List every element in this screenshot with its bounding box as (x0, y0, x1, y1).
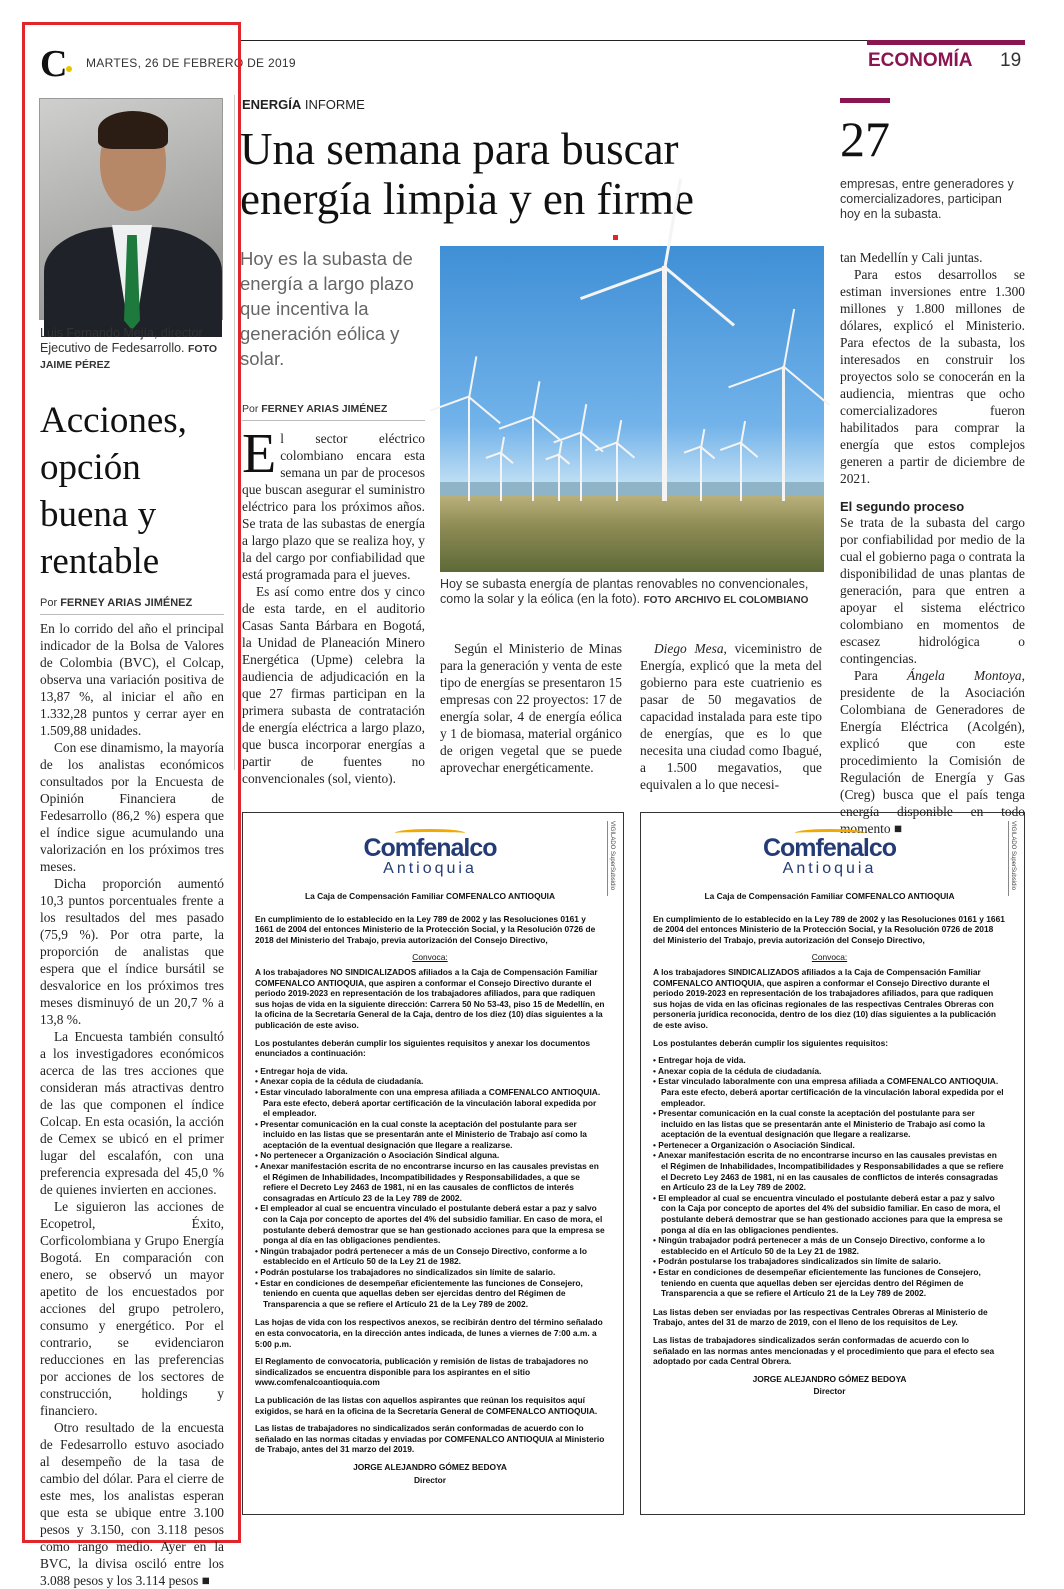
ad-title: La Caja de Compensación Familiar COMFENALCO ANTIOQUIA (704, 891, 955, 901)
ad-paragraph: Las listas de trabajadores sindicalizados serán conformadas de acuerdo con lo señalado en las normas antes mencionadas y el procedimiento que para el efecto sea adoptado por cada Central Obrera. (653, 1334, 995, 1367)
ad-role: Director (813, 1386, 846, 1397)
ad-logo: Comfenalco (762, 834, 897, 862)
ad-convoca: Convoca: (412, 952, 448, 963)
paragraph: Según el Ministerio de Minas para la generación y venta de este tipo de energías se presentaron 15 empresas con 22 proyectos: 17 de energía solar, 4 de energía eólica y 1 de biomasa, material orgánico de origen vegetal que se puede aprovechar energéticamente. (440, 641, 622, 775)
paragraph: Con ese dinamismo, la mayoría de los analistas económicos consultados por la Encuesta de Opinión Financiera de Fedesarrollo (86,2 %) espera que el índice sigue acumulando una valorización en los próximos tres meses. (40, 740, 224, 874)
paragraph: En lo corrido del año el principal indicador de la Bolsa de Valores de Colombia (BVC), el Colcap, observa una variación positiva de 13,87 %, al iniciar el año en 1.332,28 puntos y cerrar ayer en 1.509,88 unidades. (40, 621, 224, 738)
image-caption (440, 577, 824, 608)
ad-paragraph: Los postulantes deberán cumplir los siguientes requisitos y anexar los documentos enunciados a continuación: (255, 1037, 591, 1059)
comfenalco-notice-non-union (242, 812, 624, 1515)
section-name: ECONOMÍA (868, 50, 973, 71)
person-name: Diego Mesa (654, 641, 724, 656)
ad-logo-sub: Antioquia (782, 860, 877, 877)
comfenalco-notice-union (640, 812, 1025, 1515)
turbine-blade (783, 366, 829, 405)
ad-paragraph: En cumplimiento de lo establecido en la Ley 789 de 2002 y las Resoluciones 0161 y 1661 de 2004 del entonces Ministerio de la Protección Social, y la Resolución 0726 de 2018 del Ministerio del Trabajo, previa autorización del Consejo Directivo, (653, 913, 1005, 945)
turbine-blade (684, 446, 701, 454)
ad-title: La Caja de Compensación Familiar COMFENALCO ANTIOQUIA (304, 891, 556, 901)
byline-rule (40, 614, 224, 615)
turbine-blade (700, 429, 705, 447)
paragraph: Le siguieron las acciones de Ecopetrol, Éxito, Corficolombiana y Grupo Energía Bogotá. En comparación con enero, se observó un mayor apetito de los encuestados por acciones del grupo petrolero, consumo y energético. Por el contrario, se evidenciaron reducciones en las preferencias por acciones de los sectores de construcción, holdings y financiero. (40, 1199, 224, 1418)
caption-author: JAIME PÉREZ (40, 359, 111, 371)
section-bar (867, 40, 1025, 45)
article-lead: Hoy es la subasta de energía a largo plazo que incentiva la generación eólica y solar. (240, 248, 414, 369)
turbine-blade (783, 309, 795, 367)
paragraph: tan Medellín y Cali juntas. (840, 250, 983, 265)
turbine-blade (720, 442, 741, 451)
list-item: • Estar vinculado laboralmente con una empresa afiliada a COMFENALCO ANTIOQUIA. Para este efecto, deberá aportar certificación de la vinculación laboral expedida por el empleador. (653, 1076, 1006, 1108)
turbine-blade (499, 416, 533, 430)
paragraph-text: , presidente de la Asociación Colombiana de Generadores de Energía Eléctrica (Acolgén), explicó que con este procedimiento la Comisión de Regulación de Energía y Gas (Creg) busca que el país tenga energía disponible en todo momento ■ (840, 668, 1025, 836)
list-item: • Podrán postularse los trabajadores sindicalizados sin límite de salario. (653, 1256, 1006, 1267)
headline-dot (613, 235, 618, 240)
stat-bar (840, 98, 890, 103)
turbine-tower (500, 452, 502, 501)
by-label: Por (242, 403, 259, 415)
image-foto-label: FOTO (643, 595, 672, 606)
paragraph: Dicha proporción aumentó 10,3 puntos porcentuales frente a los resultados del mes pasado (75,9 %). Por otra parte, la proporción de analistas que espera que el índice bursátil se desvalorice en los próximos tres meses disminuyó de un 20,7 % a 13,8 %. (40, 876, 224, 1027)
kicker-topic: ENERGÍA (242, 97, 302, 112)
main-headline: Una semana para buscar energía limpia y en firme (240, 124, 694, 224)
turbine-tower (782, 366, 785, 501)
column-divider (234, 95, 235, 770)
paragraph (640, 640, 822, 793)
turbine-blade (431, 396, 470, 411)
ad-logo: Comfenalco (363, 834, 497, 862)
dateline: MARTES, 26 DE FEBRERO DE 2019 (86, 56, 296, 70)
turbine-blade (740, 421, 745, 443)
ad-paragraph: Las hojas de vida con los respectivos anexos, se recibirán dentro del término señalado en esta convocatoria, en la dirección antes indicada, de lunes a viernes de 7:00 a.m. a 5:00 p.m. (255, 1317, 603, 1349)
ad-paragraph: Las listas deben ser enviadas por las respectivas Centrales Obreras al Ministerio de Trabajo, antes del 31 de marzo de 2019, con el lleno de los requisitos de Ley. (653, 1306, 988, 1328)
caption-foto-label: FOTO (188, 343, 217, 355)
turbine-blade (532, 381, 540, 417)
dropcap: E (242, 423, 277, 485)
list-item: • Anexar copia de la cédula de ciudadanía. (653, 1066, 1006, 1077)
ad-paragraph: Las listas de trabajadores no sindicalizados serán conformadas de acuerdo con lo señalado en las normas citadas y enviadas por COMFENALCO ANTIOQUIA al Ministerio de Trabajo, antes del 31 marzo del 2019. (255, 1423, 605, 1455)
turbine-blade (486, 452, 502, 459)
turbine-tower (558, 454, 560, 501)
turbine-blade (616, 420, 622, 443)
list-item: • Ningún trabajador podrá pertenecer a más de un Consejo Directivo, conforme a lo establecido en el Artículo 50 de la Ley 21 de 1982. (255, 1246, 605, 1267)
list-item: • Anexar manifestación escrita de no encontrarse incurso en las causales previstas en el Régimen de Inhabilidades, Incompatibilidades y Responsabilidades a que se refiere el Decreto Ley 2463 de 1981, ni en las causales de conflictos de interés consagradas en Artículo 23 de la Ley 789 de 2002. (653, 1150, 1006, 1192)
left-byline (40, 597, 192, 609)
paragraph: Es así como entre dos y cinco de esta tarde, en el auditorio Casas Santa Bárbara en Bogotá, la Unidad de Planeación Minero Energética (Upme) celebra la audiencia de adjudicación en la que 27 firmas participan en la primera subasta de contratación de energía eléctrica a largo plazo, que busca incorporar energías a partir de fuentes no convencionales (sol, viento). (242, 584, 425, 786)
turbine-blade (741, 442, 759, 457)
paragraph (242, 423, 425, 583)
paragraph: La Encuesta también consultó a los investigadores económicos acerca de las tres acciones que consideran más atractivas dentro de las que componen el índice Colcap. En esta ocasión, la acción de Cemex se ubicó en el primer lugar del escalafón, con una preferencia expresada del 45,0 % de quienes invierten en acciones. (40, 1029, 224, 1197)
turbine-blade (468, 357, 477, 397)
ad-paragraph: Los postulantes deberán cumplir los siguientes requisitos: (653, 1037, 889, 1048)
turbine-tower (468, 396, 470, 501)
turbine-blade (663, 266, 734, 326)
author: FERNEY ARIAS JIMÉNEZ (261, 403, 388, 415)
turbine-tower (740, 442, 742, 501)
paragraph-text: l sector eléctrico colombiano encara esta semana un par de procesos que buscan asegurar el suministro eléctrico para los próximos años. Se trata de las subastas de energía a largo plazo que se realiza hoy, y la del cargo por confiabilidad que está programada para el jueves. (242, 431, 425, 582)
image-caption-text: Hoy se subasta energía de plantas renovables no convencionales, como la solar y la eólica (en la foto). (440, 577, 809, 606)
turbine-blade (559, 454, 570, 464)
ad-paragraph: A los trabajadores SINDICALIZADOS afiliados a la Caja de Compensación Familiar COMFENALCO ANTIOQUIA, que aspiren a conformar el Consejo Directivo durante el periodo 2019-2023 en representación de los trabajadores afiliados, para que radiquen sus hojas de vida en las oficinas regionales de las respectivas Centrales Obreras con personería jurídica reconocida, dentro de los diez (10) días siguientes a la publicación de este aviso. (653, 966, 997, 1030)
caption-text: Luis Fernando Mejía, director Ejecutivo de Fedesarrollo. (40, 326, 203, 355)
turbine-blade (500, 437, 504, 453)
stat-text: empresas, entre generadores y comercializadores, participan hoy en la subasta. (840, 177, 1014, 221)
vigilado-mark: VIGILADO SuperSubsidio (1008, 821, 1018, 896)
turbine-tower (580, 432, 582, 501)
page-number: 19 (1000, 50, 1022, 71)
author: FERNEY ARIAS JIMÉNEZ (60, 597, 193, 609)
article-column-4 (840, 249, 1025, 837)
list-item: • Pertenecer a Organización o Asociación Sindical. (653, 1140, 1006, 1151)
newspaper-logo: C (40, 43, 66, 85)
left-article-body (40, 620, 224, 1589)
list-item: • Presentar comunicación en la cual conste la aceptación del postulante para ser incluido en las listas que se presentarán ante el Ministerio de Trabajo así como la aceptación de la eventual designación que llegare a realizarse. (653, 1108, 1006, 1140)
list-item: • Podrán postularse los trabajadores no sindicalizados sin límite de salario. (255, 1267, 605, 1278)
ad-signature: JORGE ALEJANDRO GÓMEZ BEDOYA (353, 1461, 507, 1472)
vigilado-mark: VIGILADO SuperSubsidio (607, 821, 617, 896)
paragraph: Para estos desarrollos se estiman inversiones entre 1.300 millones y 1.800 millones de dólares, explicó el Ministerio. Para efectos de la subasta, los interesados en construir los proyectos solo se conocerán en la audiencia, mientras que ocho comercializadores fueron habilitados para comprar la energía que estos complejos generen a partir de diciembre de 2021. (840, 267, 1025, 486)
turbine-blade (533, 416, 562, 440)
list-item: • Entregar hoja de vida. (653, 1055, 1006, 1066)
by-label: Por (40, 597, 58, 609)
paragraph: Otro resultado de la encuesta de Fedesarrollo estuvo asociado al desempeño de la tasa de cambio del dólar. Para el cierre de este mes, los analistas esperan que esta se ubique entre 3.100 pesos y 3.150, con 3.118 pesos como rango medio. Ayer en la BVC, la divisa osciló entre los 3.088 pesos y los 3.114 pesos ■ (40, 1420, 224, 1588)
paragraph-text: , viceministro de Energía, explicó que la meta del gobierno para este cuatrienio es pasar de 50 megavatios de capacidad instalada para este tipo de energías, que es lo que necesita una ciudad como Ibagué, a 1.500 megavatios, que equivalen a lo que necesi- (640, 641, 823, 792)
list-item: • El empleador al cual se encuentra vinculado el postulante deberá estar a paz y salvo con la Caja por concepto de aportes del 4% del subsidio familiar. En caso de mora, el postulante deberá demostrar que se han gestionado acciones para que la empresa se ponga al día en las obligaciones pendientes. (653, 1193, 1006, 1235)
turbine-tower (700, 446, 702, 501)
turbine-blade (469, 396, 501, 423)
photo-caption (40, 326, 230, 373)
article-column-3 (640, 640, 822, 793)
subhead: El segundo proceso (840, 499, 965, 514)
turbine-tower (532, 416, 534, 501)
list-item: • No pertenecer a Organización o Asociación Sindical alguna. (255, 1150, 605, 1161)
requirements-list (653, 1055, 1006, 1299)
ad-paragraph: La publicación de las listas con aquellos aspirantes que reúnan los requisitos aquí exigidos, se hará en la oficina de la Secretaría General de COMFENALCO ANTIOQUIA. (255, 1394, 598, 1416)
list-item: • Estar vinculado laboralmente con una empresa afiliada a COMFENALCO ANTIOQUIA. Para este efecto, deberá aportar certificación de la vinculación laboral expedida por el empleador. (255, 1087, 605, 1119)
ad-convoca: Convoca: (811, 952, 848, 963)
ad-logo-sub: Antioquia (383, 860, 477, 877)
list-item: • Estar en condiciones de desempeñar eficientemente las funciones de Consejero, teniendo en cuenta que aquellas deben ser ejercidas dentro del Régimen de Transparencia a que se refiere el Artículo 21 de la Ley 789 de 2002. (255, 1278, 605, 1310)
turbine-blade (728, 366, 784, 388)
ad-signature: JORGE ALEJANDRO GÓMEZ BEDOYA (752, 1373, 907, 1384)
article-column-1 (242, 423, 425, 787)
turbine-blade (579, 266, 665, 300)
turbine-tower (662, 266, 667, 501)
list-item: • Presentar comunicación en la cual conste la aceptación del postulante para ser incluido en las listas que se presentarán ante el Ministerio de Trabajo así como la aceptación de la eventual designación que llegare a realizarse. (255, 1119, 605, 1151)
list-item: • Anexar copia de la cédula de ciudadanía. (255, 1076, 605, 1087)
list-item: • Estar en condiciones de desempeñar eficientemente las funciones de Consejero, teniendo en cuenta que aquellas deben ser ejercidas dentro del Régimen de Transparencia a que se refiere el Artículo 21 de la Ley 789 de 2002. (653, 1267, 1006, 1299)
ad-paragraph: El Reglamento de convocatoria, publicación y remisión de listas de trabajadores no sindicalizados se encuentra disponible para los aspirantes en el sitio www.comfenalcoantioquia.com (255, 1356, 589, 1388)
turbine-blade (580, 404, 586, 433)
paragraph-text: Para (854, 668, 907, 683)
article-column-2 (440, 640, 622, 776)
list-item: • Ningún trabajador podrá pertenecer a más de un Consejo Directivo, conforme a lo establecido en el Artículo 50 de la Ley 21 de 1982. (653, 1235, 1006, 1256)
turbine-blade (617, 442, 636, 458)
byline-rule (242, 420, 425, 421)
wind-farm-photo (440, 246, 824, 572)
list-item: • El empleador al cual se encuentra vinculado el postulante deberá estar a paz y salvo con la Caja por concepto de aportes del 4% del subsidio familiar. En caso de mora, el postulante deberá demostrar que se han gestionado acciones para que la empresa se ponga al día en las obligaciones pendientes. (255, 1203, 605, 1245)
portrait-photo (39, 98, 223, 320)
list-item: • Entregar hoja de vida. (255, 1066, 605, 1077)
ad-paragraph: En cumplimiento de lo establecido en la Ley 789 de 2002 y las Resoluciones 0161 y 1661 de 2004 del entonces Ministerio de la Protección Social, y la Resolución 0726 de 2018 del Ministerio del Trabajo, previa autorización del Consejo Directivo, (255, 913, 596, 945)
turbine-blade (701, 446, 716, 459)
person-name: Ángela Montoya (906, 668, 1022, 683)
ad-paragraph: A los trabajadores NO SINDICALIZADOS afiliados a la Caja de Compensación Familiar COMFENALCO ANTIOQUIA, que aspiren a conformar el Consejo Directivo durante el periodo 2019-2023 en representación de los trabajadores afiliados, para que radiquen sus hojas de vida en la siguiente dirección: Carrera 50 No 53-43, piso 15 de Medellín, en la oficina de la Secretaría General de la Caja, dentro de los diez (10) días siguientes a la publicación de este aviso. (255, 966, 605, 1030)
main-byline (242, 403, 387, 415)
requirements-list (255, 1066, 605, 1310)
list-item: • Anexar manifestación escrita de no encontrarse incurso en las causales previstas en el Régimen de Inhabilidades, Incompatibilidades y Responsabilidades, a que se refiere el Decreto Ley 2463 de 1981, ni en las causales de conflictos de interés consagradas en Artículo 23 de la Ley 789 de 2002. (255, 1161, 605, 1203)
turbine-blade (501, 452, 514, 464)
stat-number: 27 (840, 111, 890, 167)
paragraph: Se trata de la subasta del cargo por confiabilidad por medio de la cual el gobierno paga o contrata la disponibilidad de unas plantas de generación, para que entren a apoyar el sistema eléctrico colombiano en momentos de escasez hidrológica o contingencias. (840, 515, 1025, 666)
ad-role: Director (413, 1474, 447, 1485)
article-kicker (242, 97, 365, 112)
left-headline: Acciones, opción buena y rentable (40, 400, 187, 582)
image-credit: ARCHIVO EL COLOMBIANO (674, 595, 809, 606)
kicker-type: INFORME (304, 97, 365, 112)
turbine-tower (616, 442, 618, 501)
